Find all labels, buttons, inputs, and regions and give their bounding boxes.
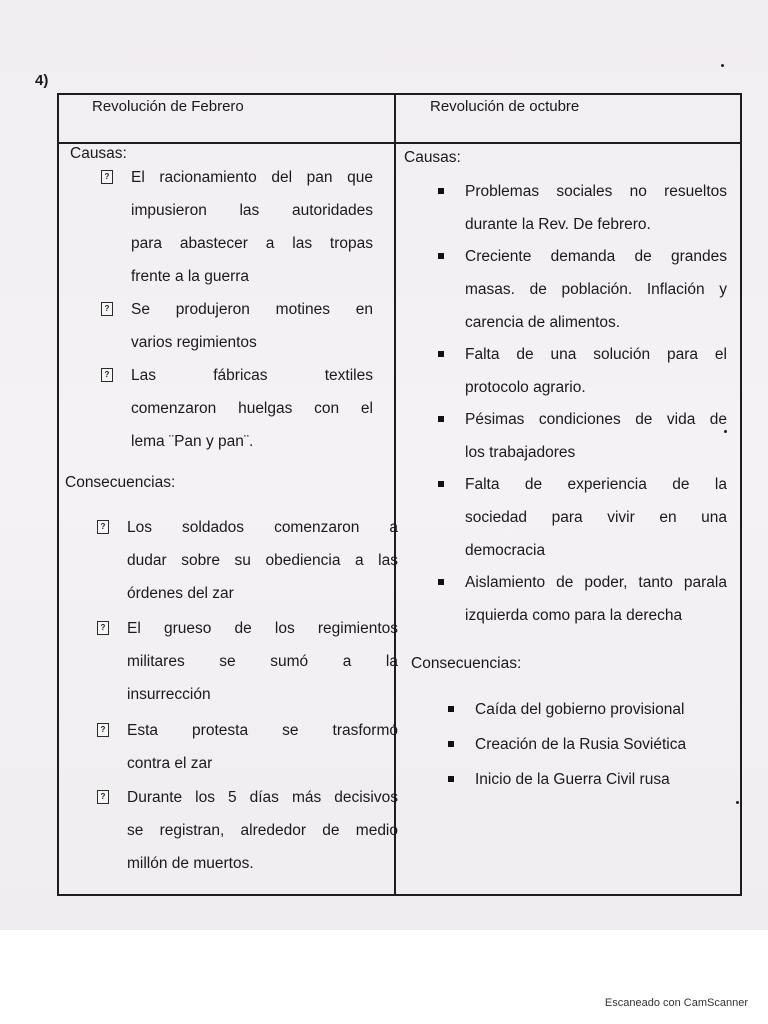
item-text-line: Inicio de la Guerra Civil rusa: [475, 771, 670, 788]
header-february-revolution: Revolución de Febrero: [92, 98, 244, 115]
missing-glyph-bullet-icon: ?: [97, 790, 109, 804]
right-cause-item: [465, 403, 727, 469]
left-consequence-item: [127, 781, 398, 880]
item-text-line: órdenes del zar: [127, 585, 234, 602]
right-cause-item: [465, 566, 727, 632]
square-bullet-icon: [438, 188, 444, 194]
item-text-line: izquierda como para la derecha: [465, 607, 683, 625]
question-number: 4): [35, 72, 49, 89]
right-consequences-title: Consecuencias:: [411, 655, 522, 672]
square-bullet-icon: [448, 776, 454, 782]
right-consequence-item: [475, 728, 725, 761]
missing-glyph-bullet-icon: ?: [101, 302, 113, 316]
missing-glyph-bullet-icon: ?: [101, 170, 113, 184]
left-cause-item: [131, 161, 373, 293]
left-consequences-title: Consecuencias:: [65, 474, 176, 491]
left-cause-item: [131, 359, 373, 458]
item-text-line: Se produjeron motines en: [131, 301, 373, 318]
item-text-line: Creciente demanda de grandes: [465, 248, 727, 266]
right-cause-item: [465, 175, 727, 241]
item-text-line: Pésimas condiciones de vida de: [465, 411, 727, 429]
square-bullet-icon: [438, 481, 444, 487]
item-text-line: El grueso de los regimientos: [127, 620, 398, 638]
item-text-line: Aislamiento de poder, tanto parala: [465, 574, 727, 592]
square-bullet-icon: [448, 706, 454, 712]
square-bullet-icon: [438, 253, 444, 259]
item-text-line: frente a la guerra: [131, 268, 250, 285]
item-text-line: carencia de alimentos.: [465, 314, 621, 332]
item-text-line: El racionamiento del pan que: [131, 169, 373, 186]
item-text-line: Las fábricas textiles: [131, 367, 373, 384]
square-bullet-icon: [438, 416, 444, 422]
item-text-line: militares se sumó a la: [127, 653, 398, 671]
item-text-line: Esta protesta se trasformó: [127, 721, 398, 739]
right-consequence-item: [475, 693, 725, 726]
missing-glyph-bullet-icon: ?: [97, 723, 109, 737]
item-text-line: protocolo agrario.: [465, 379, 586, 396]
item-text-line: comenzaron huelgas con el: [131, 400, 373, 417]
right-consequence-item: [475, 763, 725, 796]
square-bullet-icon: [448, 741, 454, 747]
item-text-line: Caída del gobierno provisional: [475, 701, 685, 718]
left-cause-item: [131, 293, 373, 359]
scan-speck: [721, 64, 724, 67]
right-cause-item: [465, 240, 727, 339]
item-text-line: los trabajadores: [465, 444, 576, 462]
revolution-comparison-table: [57, 93, 742, 896]
item-text-line: para abastecer a las tropas: [131, 235, 373, 252]
item-text-line: Falta de una solución para el: [465, 346, 727, 363]
missing-glyph-bullet-icon: ?: [97, 520, 109, 534]
left-consequence-item: [127, 714, 398, 780]
item-text-line: insurrección: [127, 686, 211, 704]
square-bullet-icon: [438, 351, 444, 357]
item-text-line: lema ¨Pan y pan¨.: [131, 433, 254, 450]
item-text-line: impusieron las autoridades: [131, 202, 373, 219]
header-divider: [59, 142, 740, 144]
item-text-line: democracia: [465, 542, 546, 560]
item-text-line: Falta de experiencia de la: [465, 476, 727, 494]
right-causes-title: Causas:: [404, 149, 461, 166]
header-october-revolution: Revolución de octubre: [430, 98, 580, 115]
item-text-line: varios regimientos: [131, 334, 257, 351]
item-text-line: sociedad para vivir en una: [465, 509, 727, 527]
square-bullet-icon: [438, 579, 444, 585]
left-consequence-item: [127, 612, 398, 711]
scanner-footer: Escaneado con CamScanner: [604, 997, 748, 1009]
item-text-line: Problemas sociales no resueltos: [465, 183, 727, 200]
right-cause-item: [465, 468, 727, 567]
item-text-line: millón de muertos.: [127, 855, 254, 873]
item-text-line: Durante los 5 días más decisivos: [127, 789, 398, 807]
missing-glyph-bullet-icon: ?: [101, 368, 113, 382]
left-causes-title: Causas:: [70, 145, 127, 162]
item-text-line: contra el zar: [127, 754, 213, 772]
missing-glyph-bullet-icon: ?: [97, 621, 109, 635]
item-text-line: Los soldados comenzaron a: [127, 519, 398, 536]
left-consequence-item: [127, 511, 398, 610]
right-cause-item: [465, 338, 727, 404]
item-text-line: masas. de población. Inflación y: [465, 281, 727, 299]
item-text-line: dudar sobre su obediencia a las: [127, 552, 398, 569]
item-text-line: se registran, alrededor de medio: [127, 822, 398, 840]
item-text-line: Creación de la Rusia Soviética: [475, 736, 687, 753]
item-text-line: durante la Rev. De febrero.: [465, 216, 651, 233]
